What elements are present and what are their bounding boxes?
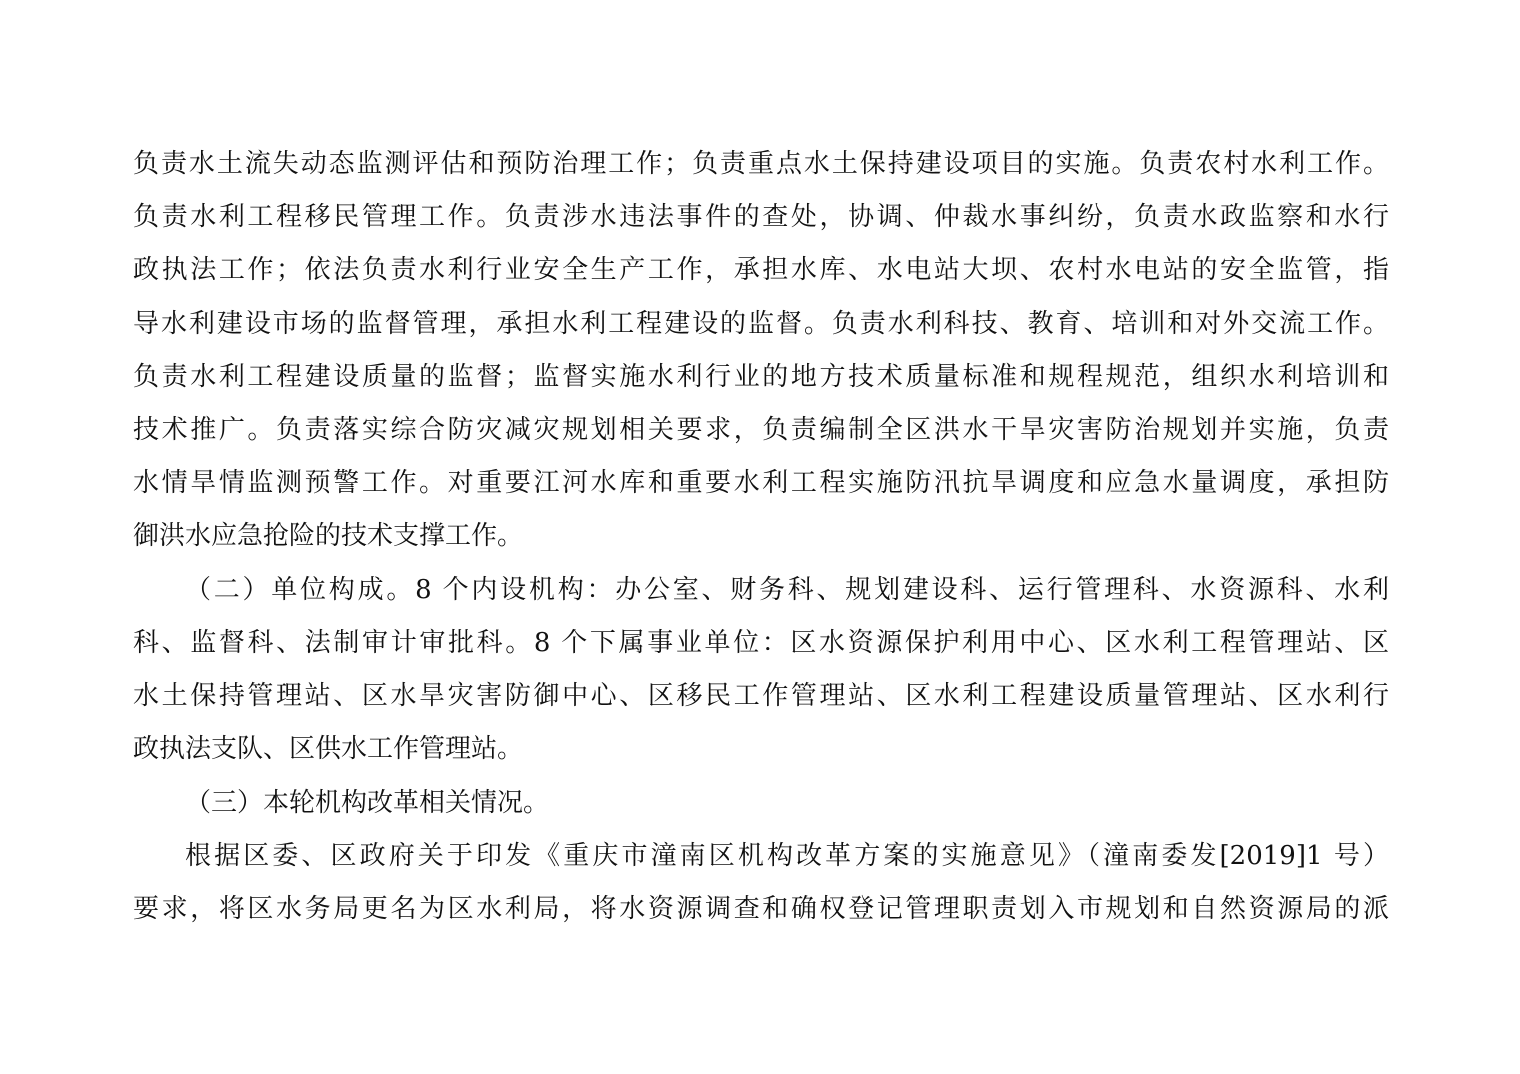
paragraph-1-line: 负责水利工程移民管理工作。负责涉水违法事件的查处，协调、仲裁水事纠纷，负责水政监察和水行 bbox=[133, 202, 1389, 232]
paragraph-4-line: 要求，将区水务局更名为区水利局，将水资源调查和确权登记管理职责划入市规划和自然资源局的派 bbox=[133, 894, 1389, 924]
paragraph-2-line: 科、监督科、法制审计审批科。8 个下属事业单位：区水资源保护利用中心、区水利工程管理站、区 bbox=[133, 628, 1389, 658]
paragraph-1-line: 技术推广。负责落实综合防灾减灾规划相关要求，负责编制全区洪水干旱灾害防治规划并实施，负责 bbox=[133, 415, 1389, 445]
paragraph-1-line: 御洪水应急抢险的技术支撑工作。 bbox=[133, 521, 524, 551]
paragraph-1-line: 水情旱情监测预警工作。对重要江河水库和重要水利工程实施防汛抗旱调度和应急水量调度，承担防 bbox=[133, 468, 1389, 498]
paragraph-1-line: 负责水利工程建设质量的监督；监督实施水利行业的地方技术质量标准和规程规范，组织水利培训和 bbox=[133, 362, 1389, 392]
paragraph-2-line: （二）单位构成。8 个内设机构：办公室、财务科、规划建设科、运行管理科、水资源科、水利 bbox=[185, 575, 1389, 605]
paragraph-2-line: 水土保持管理站、区水旱灾害防御中心、区移民工作管理站、区水利工程建设质量管理站、区水利行 bbox=[133, 681, 1389, 711]
paragraph-1-line: 导水利建设市场的监督管理，承担水利工程建设的监督。负责水利科技、教育、培训和对外交流工作。 bbox=[133, 309, 1389, 339]
paragraph-2-line: 政执法支队、区供水工作管理站。 bbox=[133, 734, 524, 764]
paragraph-1-line: 政执法工作；依法负责水利行业安全生产工作，承担水库、水电站大坝、农村水电站的安全监管，指 bbox=[133, 255, 1389, 285]
paragraph-4-line: 根据区委、区政府关于印发《重庆市潼南区机构改革方案的实施意见》（潼南委发[2019]1 号） bbox=[185, 841, 1389, 871]
section-heading: （三）本轮机构改革相关情况。 bbox=[185, 788, 550, 818]
paragraph-1-line: 负责水土流失动态监测评估和预防治理工作；负责重点水土保持建设项目的实施。负责农村水利工作。 bbox=[133, 149, 1389, 179]
